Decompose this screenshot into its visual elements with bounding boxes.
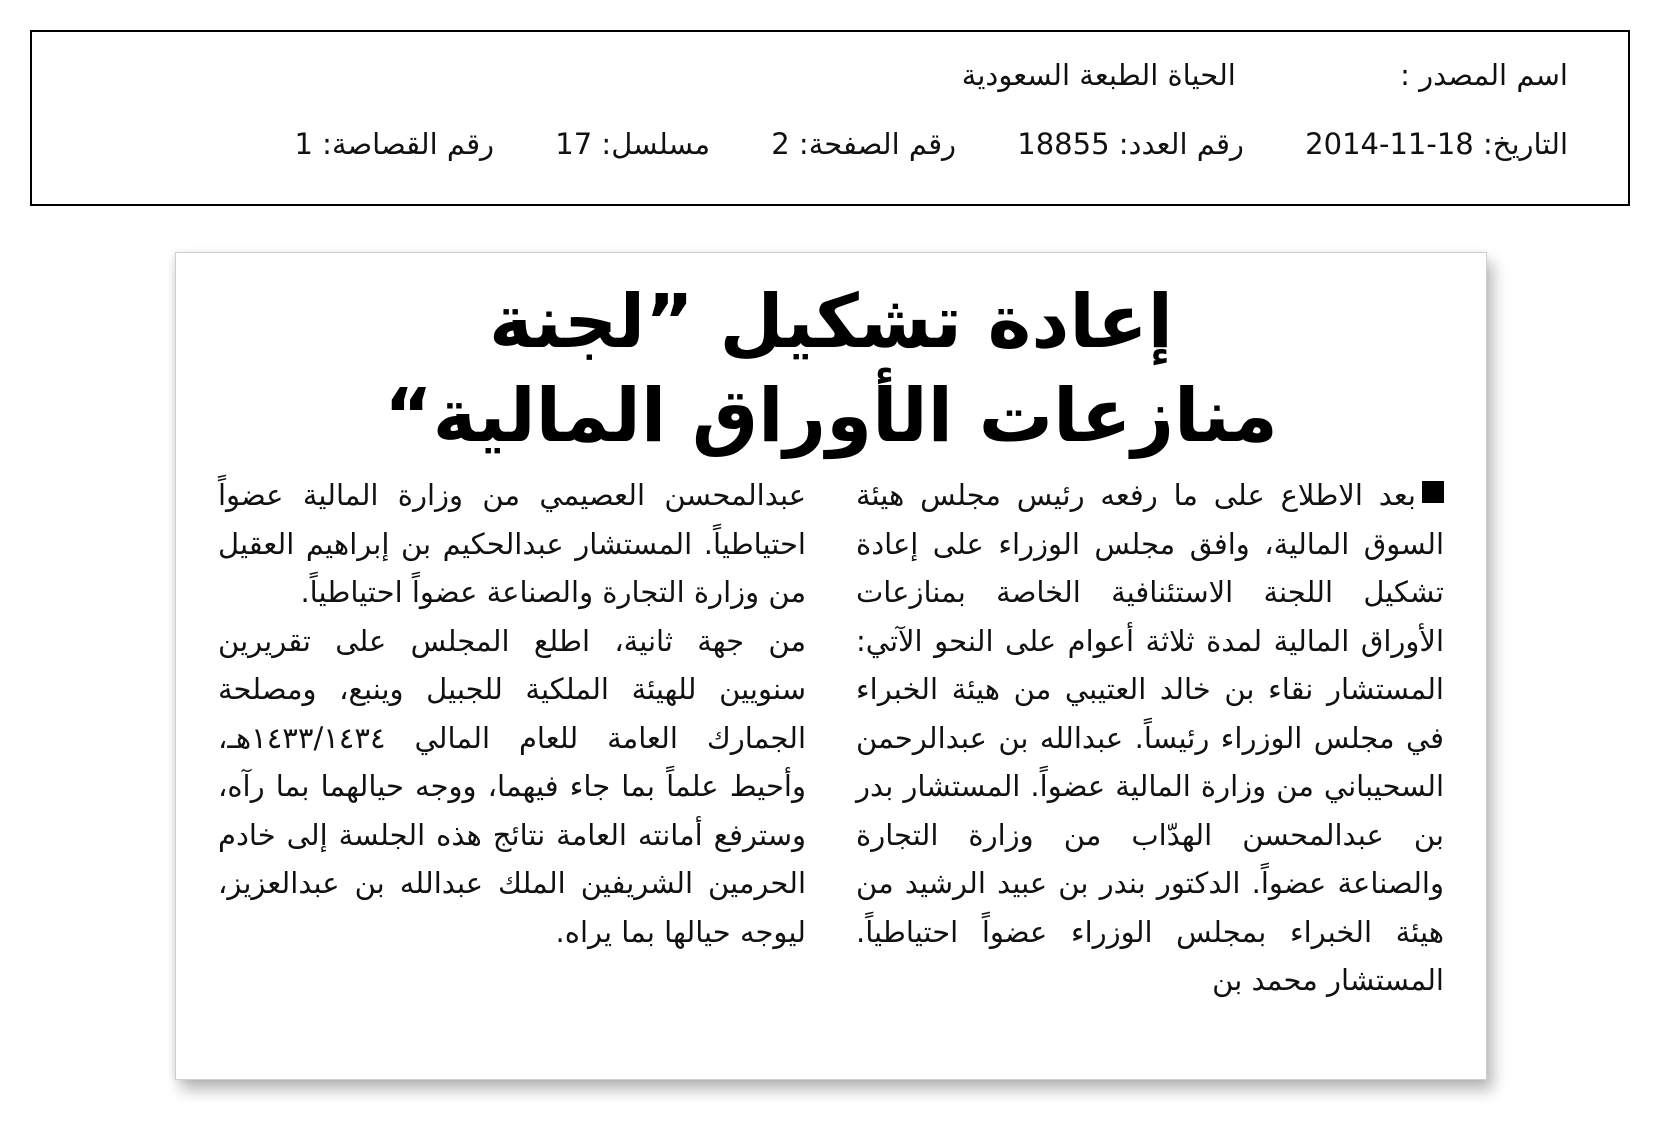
paragraph	[856, 471, 1444, 1005]
article-body	[218, 471, 1444, 1051]
paragraph: من جهة ثانية، اطلع المجلس على تقريرين سنويين للهيئة الملكية للجبيل وينبع، ومصلحة الجمارك العامة للعام المالي ١٤٣٣/١٤٣٤هـ، وأحيط علماً بما جاء فيهما، ووجه حيالهما بما رآه، وسترفع أمانته العامة نتائج هذه الجلسة إلى خادم الحرمين الشريفين الملك عبدالله بن عبدالعزيز، ليوجه حيالها بما يراه.	[218, 623, 806, 949]
serial-field: مسلسل: 17	[555, 127, 711, 161]
article-column-2	[218, 471, 806, 956]
headline-line-2: منازعات الأوراق المالية“	[384, 373, 1278, 459]
page-field: رقم الصفحة: 2	[771, 127, 957, 161]
paragraph-text: بعد الاطلاع على ما رفعه رئيس مجلس هيئة السوق المالية، وافق مجلس الوزراء على إعادة تشكيل اللجنة الاستئنافية الخاصة بمنازعات الأوراق المالية لمدة ثلاثة أعوام على النحو الآتي: المستشار نقاء بن خالد العتيبي من هيئة الخبراء في مجلس الوزراء رئيساً. عبدالله بن عبدالرحمن السحيباني من وزارة المالية عضواً. المستشار بدر بن عبدالمحسن الهدّاب من وزارة التجارة والصناعة عضواً. الدكتور بندر بن عبيد الرشيد من هيئة الخبراء بمجلس الوزراء عضواً احتياطياً. المستشار محمد بن	[856, 478, 1444, 997]
source-line	[962, 58, 1568, 92]
article-headline	[176, 275, 1486, 463]
clip-number-field: رقم القصاصة: 1	[294, 127, 495, 161]
source-label: اسم المصدر :	[1400, 58, 1568, 92]
details-line	[295, 127, 1568, 161]
headline-line-1: إعادة تشكيل ”لجنة	[488, 279, 1174, 365]
article-column-1	[856, 471, 1444, 1005]
source-metadata-box	[30, 30, 1630, 206]
paragraph: عبدالمحسن العصيمي من وزارة المالية عضواً احتياطياً. المستشار عبدالحكيم بن إبراهيم العقيل من وزارة التجارة والصناعة عضواً احتياطياً.	[218, 478, 806, 609]
issue-field: رقم العدد: 18855	[1017, 127, 1244, 161]
square-bullet-icon	[1422, 481, 1444, 503]
date-field: التاريخ: 18-11-2014	[1305, 127, 1568, 161]
source-value: الحياة الطبعة السعودية	[961, 58, 1236, 92]
newspaper-clipping	[175, 252, 1487, 1080]
